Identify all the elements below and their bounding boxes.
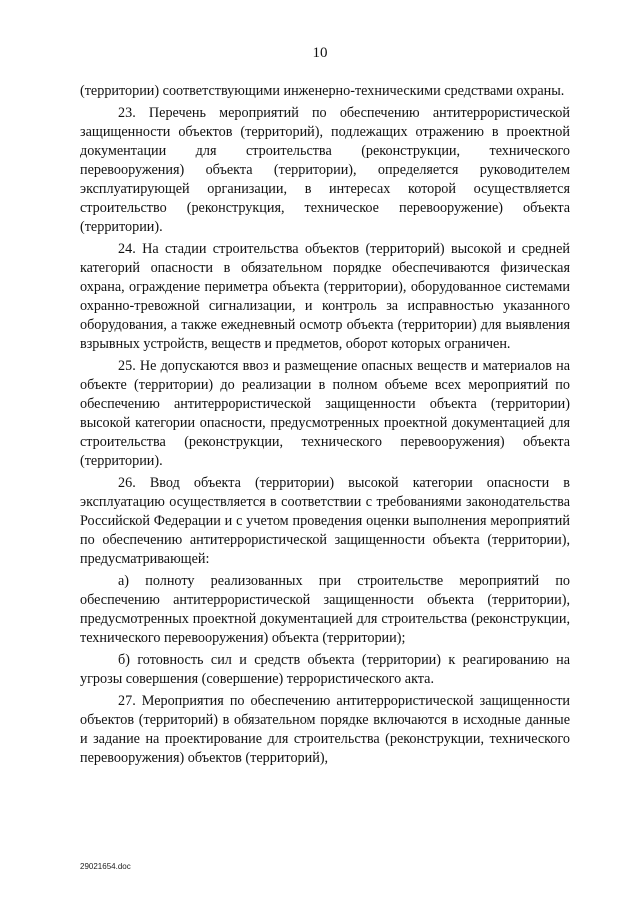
document-file-code: 29021654.doc: [80, 862, 131, 871]
paragraph-26: 26. Ввод объекта (территории) высокой категории опасности в эксплуатацию осуществляется в соответствии с требованиями законодательства Российской Федерации и с учетом проведения оценки выполнения мероприятий по обеспечению антитеррористической защищенности объекта (территории), предусматривающей:: [80, 475, 570, 567]
paragraph-26-a: а) полноту реализованных при строительстве мероприятий по обеспечению антитеррористической защищенности объекта (территории), предусмотренных проектной документацией для строительства (реконструкции, технического перевооружения) объекта (территории);: [80, 573, 570, 646]
page-number: 10: [312, 45, 328, 61]
paragraph-26-b: б) готовность сил и средств объекта (территории) к реагированию на угрозы совершения (совершение) террористического акта.: [80, 652, 570, 687]
paragraph-25: 25. Не допускаются ввоз и размещение опасных веществ и материалов на объекте (территории) до реализации в полном объеме всех мероприятий по обеспечению антитеррористической защищенности объекта (территории) высокой категории опасности, предусмотренных проектной документацией для строительства (реконструкции, технического перевооружения) объекта (территории).: [80, 358, 570, 469]
document-body: [80, 82, 570, 768]
paragraph-27: 27. Мероприятия по обеспечению антитеррористической защищенности объектов (территорий) в обязательном порядке включаются в исходные данные и задание на проектирование для строительства (реконструкции, технического перевооружения) объектов (территорий),: [80, 693, 570, 766]
paragraph-continuation: (территории) соответствующими инженерно-техническими средствами охраны.: [80, 83, 565, 99]
paragraph-24: 24. На стадии строительства объектов (территорий) высокой и средней категорий опасности в обязательном порядке обеспечиваются физическая охрана, ограждение периметра объекта (территории), оборудованное системами охранно-тревожной сигнализации, и контроль за исправностью указанного оборудования, а также ежедневный осмотр объекта (территории) для выявления взрывных устройств, веществ и предметов, оборот которых ограничен.: [80, 241, 570, 352]
paragraph-23: 23. Перечень мероприятий по обеспечению антитеррористической защищенности объектов (территорий), подлежащих отражению в проектной документации для строительства (реконструкции, технического перевооружения) объекта (территории), определяется руководителем эксплуатирующей организации, в интересах которой осуществляется строительство (реконструкция, техническое перевооружение) объекта (территории).: [80, 105, 570, 235]
